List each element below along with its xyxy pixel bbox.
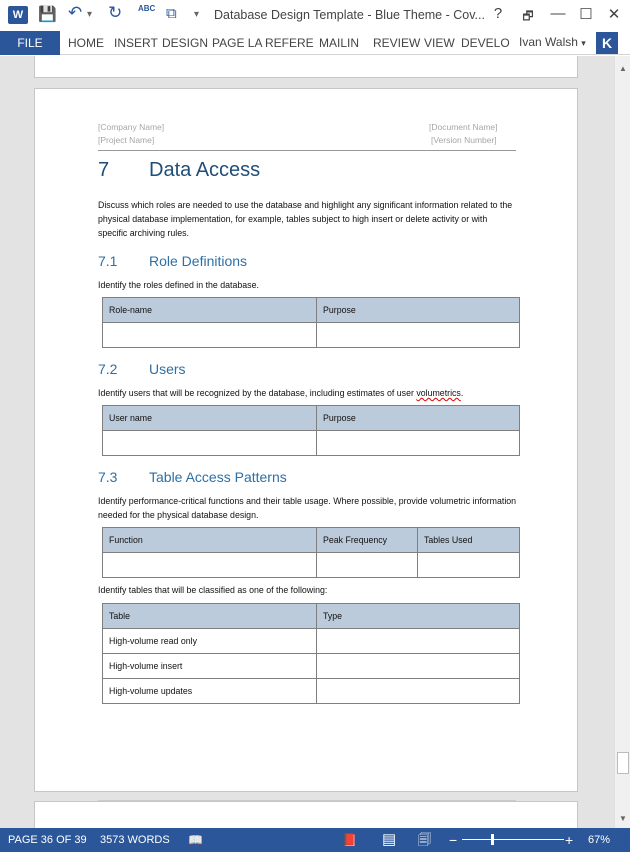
header-company: [Company Name] [98, 122, 165, 132]
title-bar [0, 0, 630, 31]
classification-table [102, 603, 520, 704]
word-count[interactable]: 3573 WORDS [100, 834, 170, 846]
help-button[interactable]: ? [493, 5, 503, 22]
vertical-scrollbar[interactable] [614, 56, 630, 828]
print-layout-icon[interactable]: ▤ [382, 831, 397, 848]
document-page[interactable] [34, 88, 578, 792]
header-version: [Version Number] [431, 135, 497, 145]
user-dropdown-icon: ▾ [581, 38, 586, 48]
table-row [103, 323, 520, 348]
table-cell[interactable] [418, 553, 520, 578]
text-span: . [460, 388, 464, 398]
subsection-title: Role Definitions [149, 253, 248, 269]
table-row [103, 629, 520, 654]
table-cell[interactable] [317, 629, 520, 654]
subsection-number: 7.3 [98, 469, 118, 485]
zoom-in-button[interactable]: + [565, 832, 574, 848]
previous-page [34, 56, 578, 78]
subsection-number: 7.2 [98, 361, 118, 377]
table-cell[interactable]: High-volume updates [103, 679, 317, 704]
table-header-row [103, 528, 520, 553]
tab-developer[interactable]: DEVELO [461, 36, 510, 50]
table-access-table [102, 527, 520, 578]
table-cell[interactable] [317, 679, 520, 704]
status-bar [0, 828, 630, 852]
section-title: Data Access [149, 159, 261, 181]
window-title: Database Design Template - Blue Theme - Cov... [214, 8, 485, 22]
save-icon[interactable]: 💾 [38, 6, 57, 23]
redo-icon[interactable]: ↻ [108, 3, 123, 22]
table-row [103, 553, 520, 578]
column-header: Type [317, 604, 520, 629]
classification-text: Identify tables that will be classified as one of the following: [98, 585, 328, 595]
ribbon-tabs [0, 31, 630, 55]
subsection-title: Table Access Patterns [149, 469, 287, 485]
table-row [103, 431, 520, 456]
tab-home[interactable]: HOME [68, 36, 104, 50]
page-count[interactable]: PAGE 36 OF 39 [8, 834, 87, 846]
table-header-row [103, 604, 520, 629]
subsection-text: Identify performance-critical functions and their table usage. Where possible, provide volumetric information needed for the physical database design. [98, 496, 517, 520]
tab-review[interactable]: REVIEW [373, 36, 421, 50]
misspelled-word[interactable]: volumetrics [416, 388, 461, 398]
header-project: [Project Name] [98, 135, 155, 145]
column-header: Function [103, 528, 317, 553]
column-header: Role-name [103, 298, 317, 323]
document-canvas [0, 56, 614, 828]
column-header: Purpose [317, 298, 520, 323]
web-layout-icon[interactable]: 🗐 [418, 832, 431, 847]
proofing-icon[interactable]: 📖 [188, 833, 203, 847]
undo-icon[interactable]: ↶ [68, 3, 83, 22]
section-intro: Discuss which roles are needed to use the database and highlight any significant information related to the physical database implementation, for example, tables subject to high insert or delete activity or with specific archiving rules. [98, 200, 513, 238]
user-account[interactable] [519, 31, 586, 54]
zoom-level[interactable]: 67% [588, 834, 611, 846]
table-cell[interactable] [103, 553, 317, 578]
format-painter-icon[interactable]: ⧉ [166, 5, 177, 22]
maximize-button[interactable]: ☐ [579, 6, 593, 23]
ribbon-display-options-icon[interactable]: 🗗 [522, 9, 534, 23]
minimize-button[interactable]: — [550, 5, 566, 22]
next-page [34, 801, 578, 828]
column-header: Peak Frequency [317, 528, 418, 553]
subsection-text: Identify the roles defined in the database. [98, 280, 259, 290]
spelling-icon[interactable]: ABC [138, 4, 156, 13]
table-cell[interactable] [317, 553, 418, 578]
customize-qat-icon[interactable]: ▾ [194, 9, 200, 20]
table-cell[interactable] [317, 323, 520, 348]
table-row [103, 679, 520, 704]
tab-insert[interactable]: INSERT [114, 36, 158, 50]
tab-design[interactable]: DESIGN [162, 36, 209, 50]
table-cell[interactable] [317, 654, 520, 679]
user-name: Ivan Walsh [519, 35, 578, 49]
column-header: Tables Used [418, 528, 520, 553]
column-header: Purpose [317, 406, 520, 431]
header-rule [98, 150, 516, 151]
column-header: User name [103, 406, 317, 431]
table-cell[interactable]: High-volume read only [103, 629, 317, 654]
scroll-down-icon[interactable]: ▼ [619, 814, 627, 823]
read-mode-icon[interactable]: 📕 [342, 833, 357, 847]
table-row [103, 654, 520, 679]
table-header-row [103, 406, 520, 431]
zoom-slider[interactable] [462, 839, 564, 840]
table-cell[interactable] [103, 431, 317, 456]
table-header-row [103, 298, 520, 323]
tab-references[interactable]: REFERE [265, 36, 314, 50]
section-number: 7 [98, 159, 110, 181]
zoom-slider-thumb[interactable] [491, 834, 494, 845]
text-span: Identify users that will be recognized by the database, including estimates of user [98, 388, 417, 398]
subsection-text [98, 386, 518, 400]
user-avatar[interactable]: K [596, 32, 618, 54]
roles-table [102, 297, 520, 348]
table-cell[interactable] [103, 323, 317, 348]
subsection-number: 7.1 [98, 253, 118, 269]
close-button[interactable]: ✕ [607, 6, 621, 23]
users-table [102, 405, 520, 456]
table-cell[interactable]: High-volume insert [103, 654, 317, 679]
header-document-name: [Document Name] [429, 122, 498, 132]
subsection-title: Users [149, 361, 186, 377]
undo-dropdown-icon[interactable]: ▾ [87, 9, 93, 20]
scroll-thumb[interactable] [617, 752, 629, 774]
column-header: Table [103, 604, 317, 629]
tab-view[interactable]: VIEW [424, 36, 455, 50]
zoom-out-button[interactable]: − [449, 832, 458, 848]
scroll-up-icon[interactable]: ▲ [619, 64, 627, 73]
tab-page-layout[interactable]: PAGE LA [212, 36, 263, 50]
tab-mailings[interactable]: MAILIN [319, 36, 360, 50]
table-cell[interactable] [317, 431, 520, 456]
word-app-icon[interactable]: W [8, 6, 28, 24]
tab-file[interactable]: FILE [0, 31, 60, 55]
